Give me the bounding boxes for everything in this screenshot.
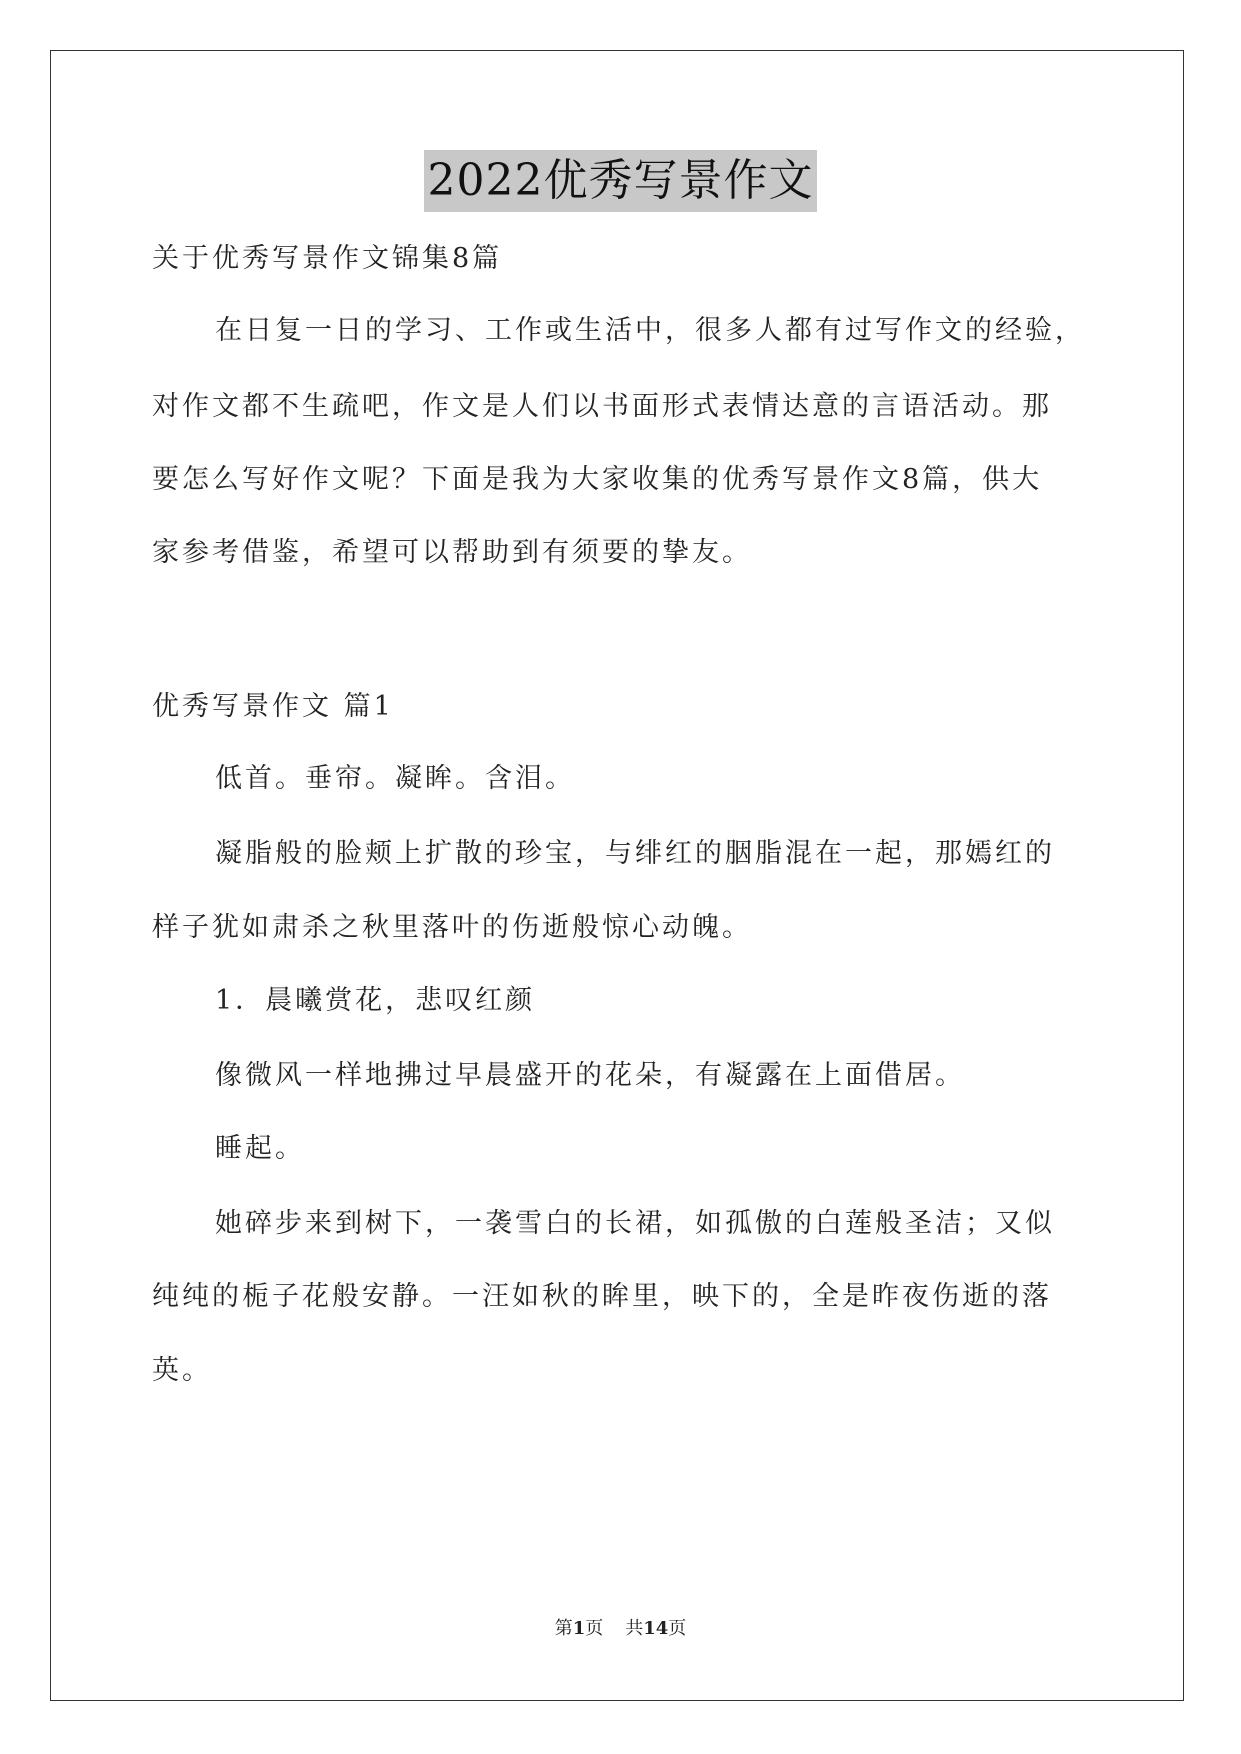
page-suffix: 页 — [585, 1618, 604, 1639]
body-line-1: 低首。垂帘。凝眸。含泪。 — [215, 763, 575, 794]
page-footer — [0, 1617, 1241, 1641]
body-line-6: 睡起。 — [215, 1133, 305, 1164]
total-suffix: 页 — [668, 1618, 687, 1639]
document-title: 2022优秀写景作文 — [424, 150, 818, 212]
title-container — [0, 150, 1241, 212]
body-line-8: 纯纯的栀子花般安静。一汪如秋的眸里，映下的，全是昨夜伤逝的落 — [152, 1281, 1052, 1312]
total-prefix: 共 — [625, 1618, 644, 1639]
page-current: 1 — [572, 1618, 586, 1639]
page-border — [50, 50, 1184, 1701]
body-line-9: 英。 — [152, 1355, 212, 1386]
page-prefix: 第 — [554, 1618, 573, 1639]
body-line-7: 她碎步来到树下，一袭雪白的长裙，如孤傲的白莲般圣洁；又似 — [215, 1208, 1055, 1239]
intro-line-3: 要怎么写好作文呢？下面是我为大家收集的优秀写景作文8篇，供大 — [152, 464, 1043, 495]
body-line-3: 样子犹如肃杀之秋里落叶的伤逝般惊心动魄。 — [152, 912, 752, 943]
document-subtitle: 关于优秀写景作文锦集8篇 — [152, 243, 503, 274]
page-total: 14 — [643, 1618, 669, 1639]
body-line-2: 凝脂般的脸颊上扩散的珍宝，与绯红的胭脂混在一起，那嫣红的 — [215, 838, 1055, 869]
body-line-4: 1．晨曦赏花，悲叹红颜 — [215, 985, 536, 1016]
section-heading: 优秀写景作文 篇1 — [152, 691, 394, 722]
intro-line-1: 在日复一日的学习、工作或生活中，很多人都有过写作文的经验， — [215, 315, 1085, 346]
body-line-5: 像微风一样地拂过早晨盛开的花朵，有凝露在上面借居。 — [215, 1060, 965, 1091]
intro-line-4: 家参考借鉴，希望可以帮助到有须要的挚友。 — [152, 537, 752, 568]
intro-line-2: 对作文都不生疏吧，作文是人们以书面形式表情达意的言语活动。那 — [152, 391, 1052, 422]
